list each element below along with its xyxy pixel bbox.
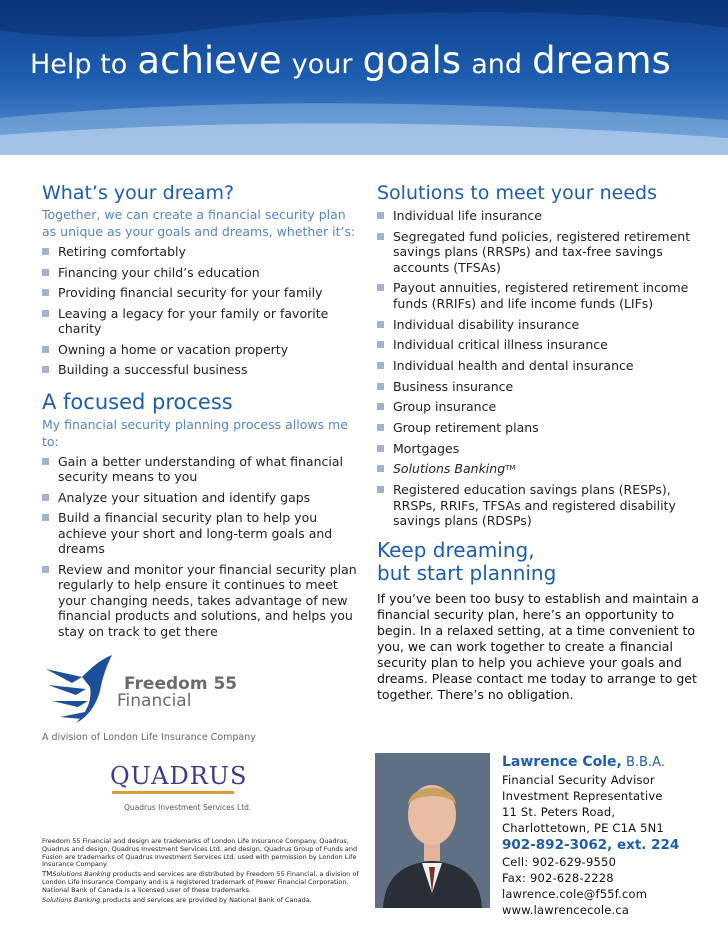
address-line-1: 11 St. Peters Road,	[502, 805, 616, 819]
main-phone: 902-892-3062, ext. 224	[502, 837, 680, 853]
dream-heading: What’s your dream?	[42, 182, 235, 204]
dream-list	[42, 244, 360, 378]
legal-paragraph: Freedom 55 Financial and design are trademarks of London Life Insurance Company. Quadrus, Quadrus and design, Quadrus Investment Services Ltd. and design, Quadrus Group of Funds and Fusion are trademarks of Quadrus Investment Services Ltd. used with permission by London Life Insurance Company.	[42, 837, 358, 869]
address-line-2: Charlottetown, PE C1A 5N1	[502, 821, 664, 835]
keep-heading	[377, 539, 707, 585]
keep-heading-line2: but start planning	[377, 560, 557, 585]
list-item: Business insurance	[377, 379, 707, 395]
process-heading: A focused process	[42, 389, 233, 414]
website-address: www.lawrencecole.ca	[502, 903, 630, 917]
left-column	[42, 182, 360, 644]
quadrus-logo: QUADRUS	[110, 762, 248, 790]
list-item: Building a successful business	[42, 362, 360, 378]
right-column	[377, 182, 707, 703]
list-item: Retiring comfortably	[42, 244, 360, 260]
keep-heading-line1: Keep dreaming,	[377, 537, 535, 562]
division-note: A division of London Life Insurance Company	[42, 732, 256, 743]
list-item: Analyze your situation and identify gaps	[42, 490, 360, 506]
list-item: Individual disability insurance	[377, 317, 707, 333]
email-address: lawrence.cole@f55f.com	[502, 887, 648, 901]
quadrus-subtitle: Quadrus Investment Services Ltd.	[124, 803, 252, 812]
list-item: Group insurance	[377, 399, 707, 415]
dream-subtitle: Together, we can create a financial security plan as unique as your goals and dreams, whether it’s:	[42, 207, 356, 239]
freedom55-financial-wordmark: Financial	[117, 691, 192, 711]
banner-headline: Help to achieve your goals and dreams	[30, 39, 671, 82]
list-item: Providing financial security for your family	[42, 285, 360, 301]
fax-number: Fax: 902-628-2228	[502, 871, 614, 885]
freedom55-wordmark: Freedom 55	[124, 674, 238, 694]
list-item: Registered education savings plans (RESPs), RRSPs, RRIFs, TFSAs and registered disability savings plans (RDSPs)	[377, 482, 707, 529]
list-item: Gain a better understanding of what financial security means to you	[42, 454, 360, 485]
contact-block	[502, 753, 722, 918]
list-item: Leaving a legacy for your family or favorite charity	[42, 306, 360, 337]
list-item: Owning a home or vacation property	[42, 342, 360, 358]
list-item: Segregated fund policies, registered retirement savings plans (RRSPs) and tax-free savings accounts (TFSAs)	[377, 229, 707, 276]
list-item: Financing your child’s education	[42, 265, 360, 281]
process-subtitle: My financial security planning process allows me to:	[42, 416, 348, 449]
list-item: Individual health and dental insurance	[377, 358, 707, 374]
legal-paragraph: ™Solutions Banking products and services are distributed by Freedom 55 Financial, a division of London Life Insurance Company and is a registered trademark of Power Financial Corporation. National Bank of Canada is a licensed user of these trademarks.	[42, 870, 359, 894]
header-banner	[0, 0, 728, 155]
legal-paragraph: Solutions Banking products and services are provided by National Bank of Canada.	[42, 895, 312, 904]
keep-body: If you’ve been too busy to establish and maintain a financial security plan, here’s an opportunity to begin. In a relaxed setting, at a time convenient to you, we can work together to create a financial security plan to help you achieve your goals and dreams. Please contact me today to arrange to get together. There’s no obligation.	[377, 590, 700, 702]
cell-phone: Cell: 902-629-9550	[502, 855, 617, 869]
trademark-mark: TM	[505, 464, 516, 473]
solutions-heading: Solutions to meet your needs	[377, 182, 657, 204]
quadrus-logo-rule	[112, 791, 234, 794]
process-list	[42, 454, 360, 640]
solutions-banking-label: Solutions Banking	[393, 461, 506, 477]
list-item: Group retirement plans	[377, 420, 707, 436]
list-item: Individual critical illness insurance	[377, 337, 707, 353]
advisor-title: Financial Security Advisor	[502, 773, 655, 787]
list-item: Review and monitor your financial security plan regularly to help ensure it continues to meet your changing needs, takes advantage of new financial products and solutions, and helps you stay on track to get there	[42, 562, 360, 640]
list-item	[377, 461, 707, 477]
list-item: Build a financial security plan to help you achieve your short and long-term goals and dreams	[42, 510, 360, 557]
list-item: Payout annuities, registered retirement income funds (RRIFs) and life income funds (LIFs)	[377, 280, 707, 311]
advisor-photo	[375, 753, 490, 908]
advisor-title-2: Investment Representative	[502, 789, 663, 803]
advisor-name: Lawrence Cole, B.B.A.	[502, 754, 665, 770]
legal-disclaimer	[42, 838, 360, 906]
list-item: Individual life insurance	[377, 208, 707, 224]
solutions-list	[377, 208, 707, 529]
list-item: Mortgages	[377, 441, 707, 457]
